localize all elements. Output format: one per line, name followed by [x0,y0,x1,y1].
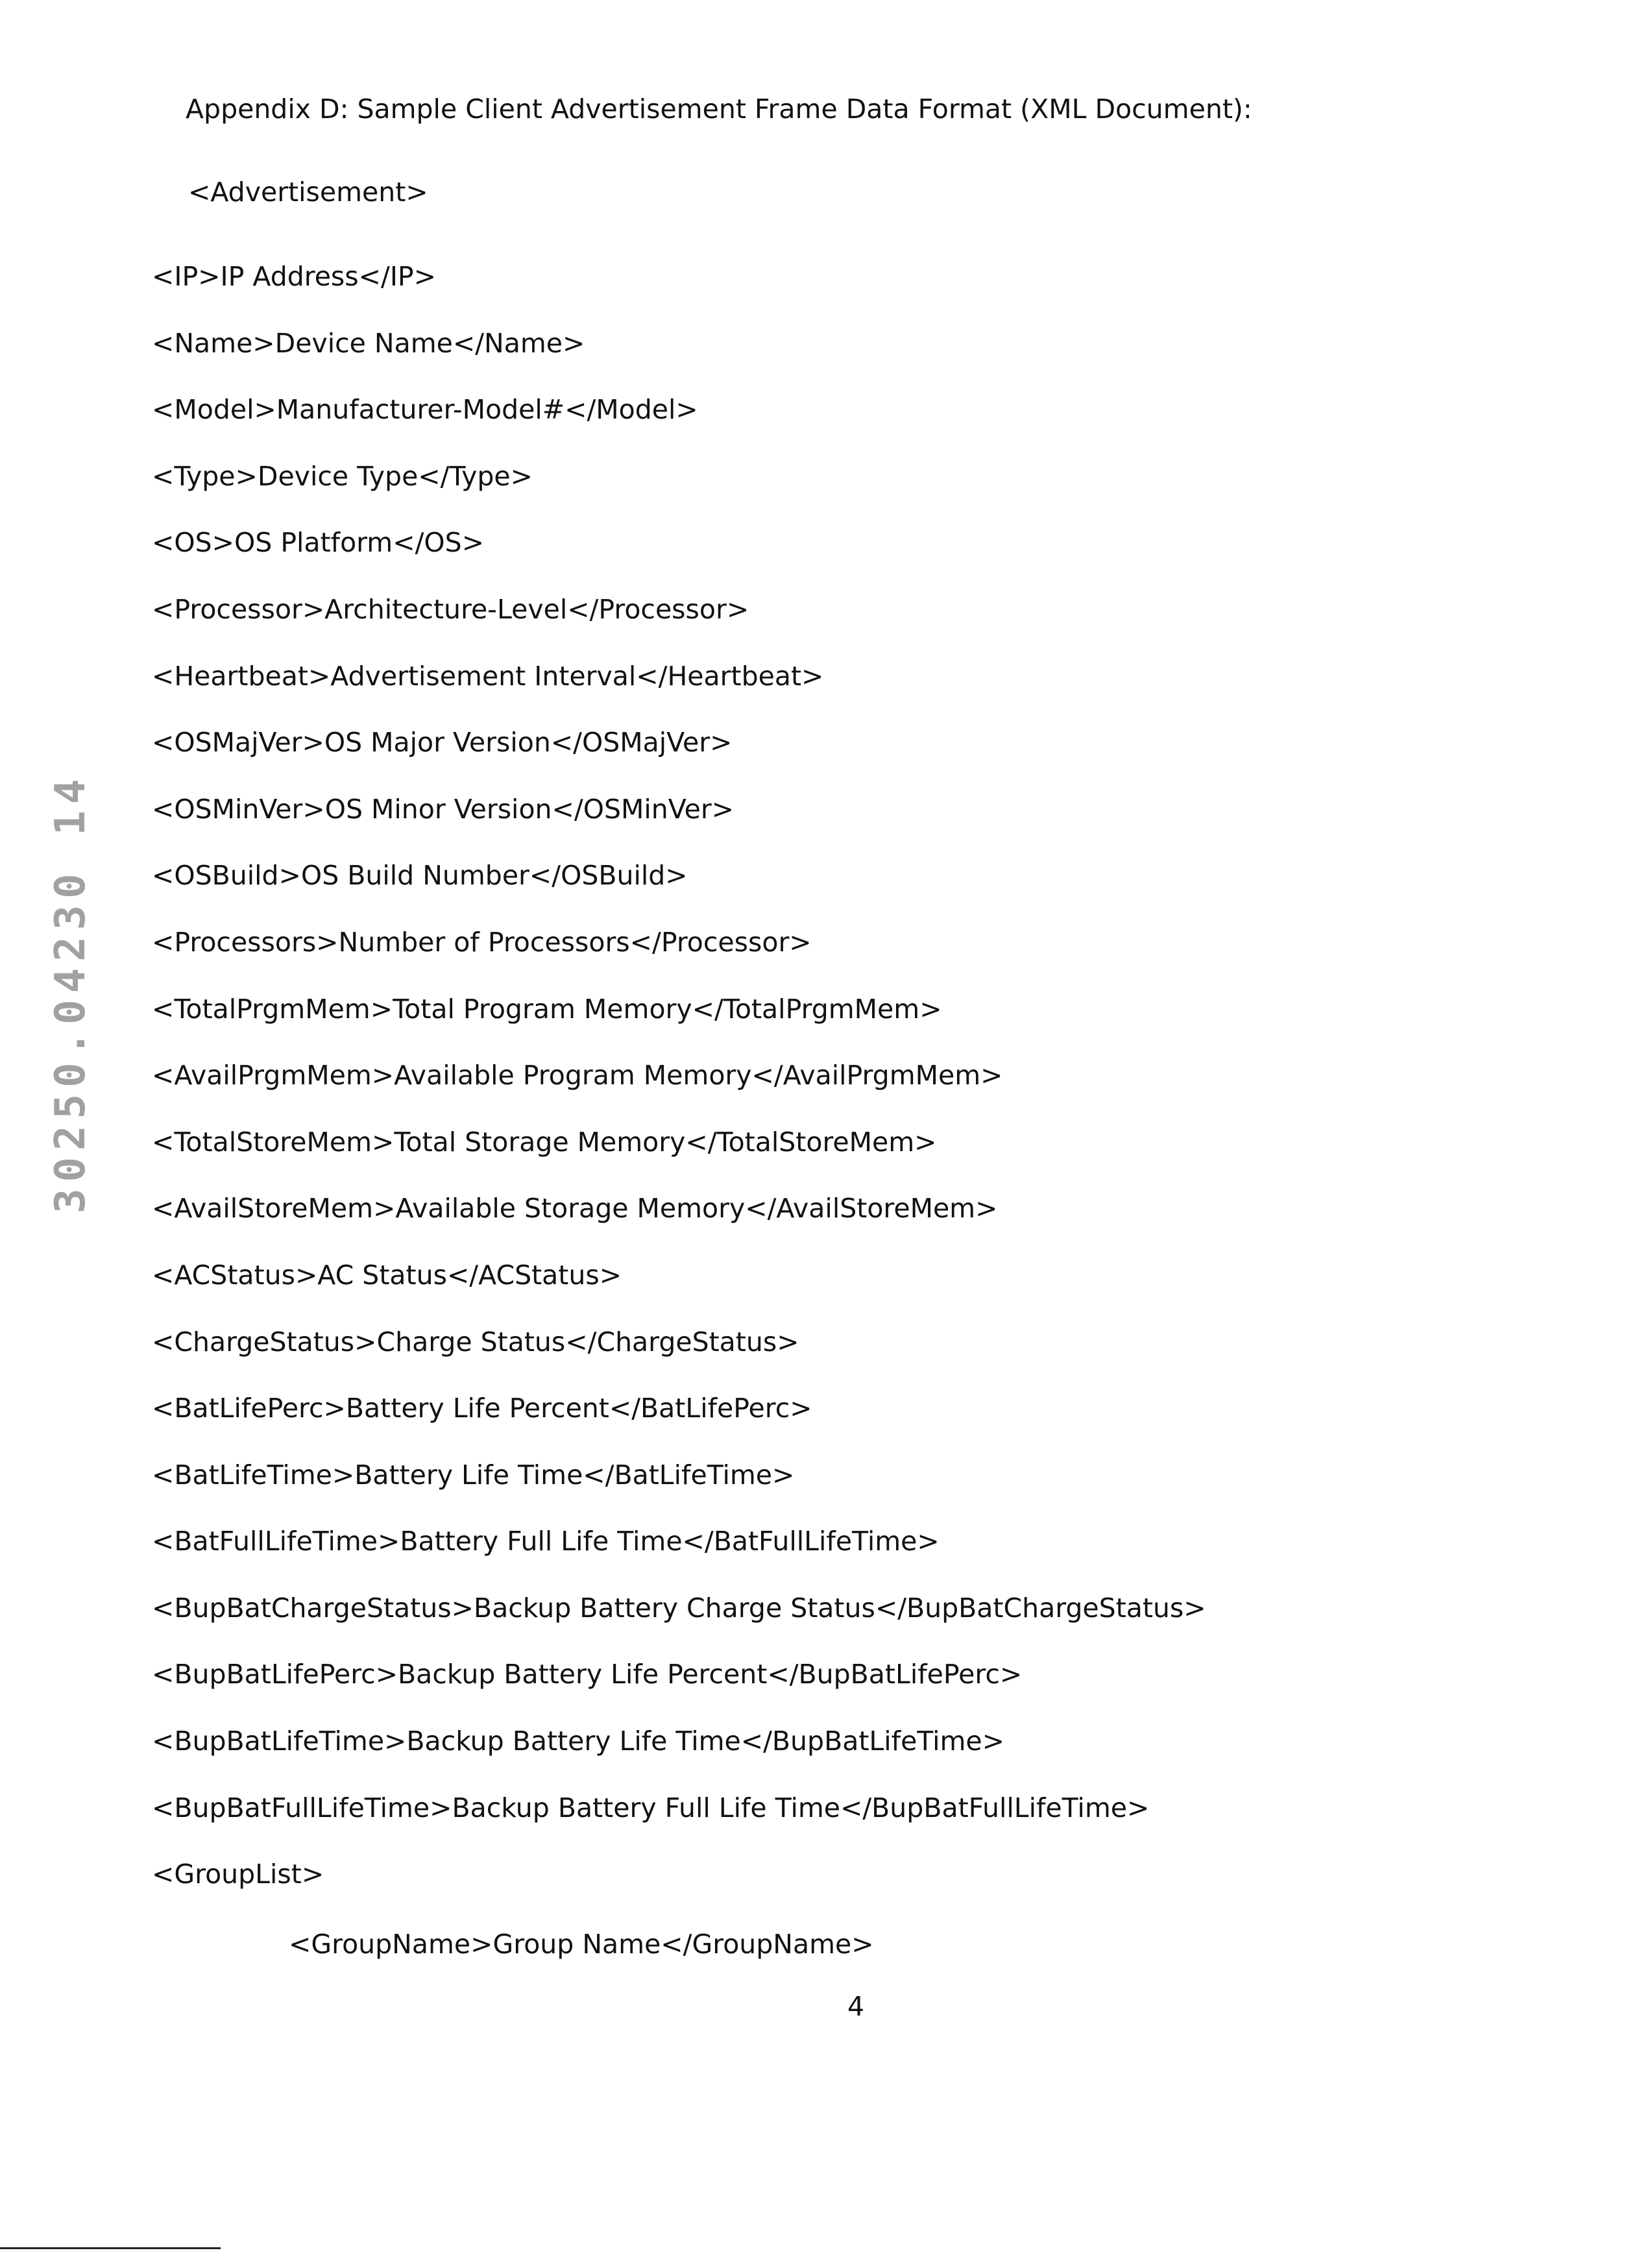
xml-element-line: <GroupList> [152,1861,1206,1928]
xml-element-line: <OS>OS Platform</OS> [152,530,1206,596]
xml-element-list [152,263,1206,1928]
xml-element-line: <Model>Manufacturer-Model#</Model> [152,396,1206,463]
xml-element-line: <Name>Device Name</Name> [152,330,1206,397]
xml-element-line: <ACStatus>AC Status</ACStatus> [152,1262,1206,1329]
xml-element-line: <AvailStoreMem>Available Storage Memory</AvailStoreMem> [152,1195,1206,1262]
xml-element-line: <BatFullLifeTime>Battery Full Life Time</BatFullLifeTime> [152,1528,1206,1595]
xml-element-line: <AvailPrgmMem>Available Program Memory</AvailPrgmMem> [152,1062,1206,1129]
xml-element-line: <TotalPrgmMem>Total Program Memory</TotalPrgmMem> [152,996,1206,1063]
xml-root-open-tag: <Advertisement> [188,179,428,206]
xml-element-line: <OSBuild>OS Build Number</OSBuild> [152,862,1206,929]
xml-element-line: <BupBatLifeTime>Backup Battery Life Time</BupBatLifeTime> [152,1728,1206,1795]
xml-element-line: <Processor>Architecture-Level</Processor> [152,596,1206,663]
document-number-stamp: 30250.04230 14 [47,773,95,1213]
footer-rule [0,2247,221,2249]
appendix-title: Appendix D: Sample Client Advertisement Frame Data Format (XML Document): [186,96,1252,123]
xml-element-line: <BatLifeTime>Battery Life Time</BatLifeTime> [152,1462,1206,1529]
xml-element-line: <OSMajVer>OS Major Version</OSMajVer> [152,729,1206,796]
xml-element-line: <IP>IP Address</IP> [152,263,1206,330]
xml-group-name-line: <GroupName>Group Name</GroupName> [289,1931,874,1958]
xml-element-line: <OSMinVer>OS Minor Version</OSMinVer> [152,796,1206,863]
xml-element-line: <ChargeStatus>Charge Status</ChargeStatus> [152,1329,1206,1396]
xml-element-line: <TotalStoreMem>Total Storage Memory</TotalStoreMem> [152,1129,1206,1196]
xml-element-line: <BupBatChargeStatus>Backup Battery Charge Status</BupBatChargeStatus> [152,1595,1206,1662]
xml-element-line: <Type>Device Type</Type> [152,463,1206,530]
xml-element-line: <BupBatLifePerc>Backup Battery Life Percent</BupBatLifePerc> [152,1661,1206,1728]
xml-element-line: <BupBatFullLifeTime>Backup Battery Full Life Time</BupBatFullLifeTime> [152,1795,1206,1862]
xml-element-line: <BatLifePerc>Battery Life Percent</BatLifePerc> [152,1395,1206,1462]
xml-element-line: <Heartbeat>Advertisement Interval</Heartbeat> [152,663,1206,730]
page-number: 4 [847,1994,864,2020]
xml-element-line: <Processors>Number of Processors</Processor> [152,929,1206,996]
